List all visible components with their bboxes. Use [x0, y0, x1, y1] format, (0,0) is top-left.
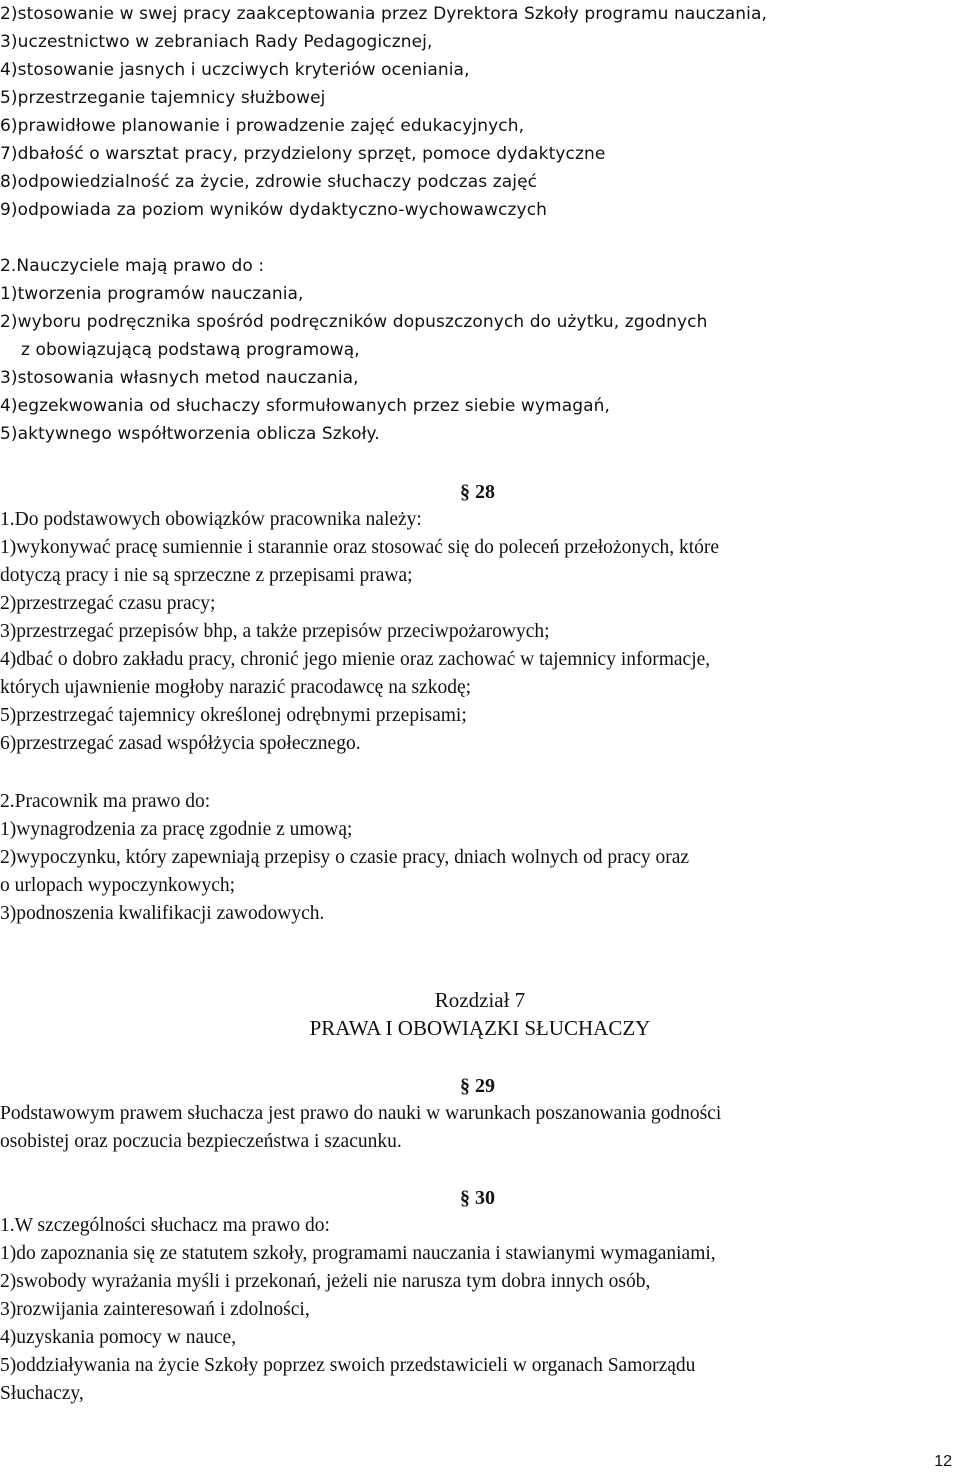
duty-line: 6)prawidłowe planowanie i prowadzenie zajęć edukacyjnych, — [0, 116, 525, 136]
section-30-label: § 30 — [460, 1187, 495, 1209]
student-right-item: 5)oddziaływania na życie Szkoły poprzez swoich przedstawicieli w organach Samorządu — [0, 1355, 696, 1376]
employee-duty-item: których ujawnienie mogłoby narazić pracodawcę na szkodę; — [0, 677, 472, 698]
employee-duty-item: 4)dbać o dobro zakładu pracy, chronić jego mienie oraz zachować w tajemnicy informacje, — [0, 649, 711, 670]
employee-duties-heading: 1.Do podstawowych obowiązków pracownika należy: — [0, 509, 422, 530]
employee-duty-item: 6)przestrzegać zasad współżycia społecznego. — [0, 733, 361, 754]
duty-line: 7)dbałość o warsztat pracy, przydzielony sprzęt, pomoce dydaktyczne — [0, 144, 606, 164]
student-right-item: 4)uzyskania pomocy w nauce, — [0, 1327, 237, 1348]
chapter-title: PRAWA I OBOWIĄZKI SŁUCHACZY — [309, 1016, 651, 1040]
employee-right-item: 2)wypoczynku, który zapewniają przepisy o czasie pracy, dniach wolnych od pracy oraz — [0, 847, 690, 868]
duty-line: 3)uczestnictwo w zebraniach Rady Pedagogicznej, — [0, 32, 433, 52]
employee-duty-item: 2)przestrzegać czasu pracy; — [0, 593, 216, 614]
teacher-right-item: 5)aktywnego współtworzenia oblicza Szkoły. — [0, 424, 380, 444]
section-28-label: § 28 — [460, 481, 495, 503]
teacher-right-item: 1)tworzenia programów nauczania, — [0, 284, 304, 304]
student-rights-heading: 1.W szczególności słuchacz ma prawo do: — [0, 1215, 330, 1236]
employee-duty-item: 1)wykonywać pracę sumiennie i starannie oraz stosować się do poleceń przełożonych, które — [0, 537, 720, 558]
employee-rights-heading: 2.Pracownik ma prawo do: — [0, 791, 211, 812]
teacher-right-item: 4)egzekwowania od słuchaczy sformułowanych przez siebie wymagań, — [0, 396, 611, 416]
student-right-item: 2)swobody wyrażania myśli i przekonań, jeżeli nie narusza tym dobra innych osób, — [0, 1271, 651, 1292]
teacher-rights-heading: 2.Nauczyciele mają prawo do : — [0, 256, 265, 276]
duty-line: 5)przestrzeganie tajemnicy służbowej — [0, 88, 326, 108]
student-right-item: Słuchaczy, — [0, 1383, 84, 1404]
teacher-right-item: 3)stosowania własnych metod nauczania, — [0, 368, 359, 388]
section-29-text: Podstawowym prawem słuchacza jest prawo do nauki w warunkach poszanowania godności — [0, 1103, 722, 1124]
chapter-number: Rozdział 7 — [434, 988, 526, 1012]
employee-right-item: 3)podnoszenia kwalifikacji zawodowych. — [0, 903, 325, 924]
employee-duty-item: 5)przestrzegać tajemnicy określonej odrębnymi przepisami; — [0, 705, 467, 726]
duty-line: 8)odpowiedzialność za życie, zdrowie słuchaczy podczas zajęć — [0, 172, 538, 192]
employee-right-item: 1)wynagrodzenia za pracę zgodnie z umową; — [0, 819, 353, 840]
employee-duty-item: 3)przestrzegać przepisów bhp, a także przepisów przeciwpożarowych; — [0, 621, 550, 642]
teacher-right-item-continuation: z obowiązującą podstawą programową, — [21, 340, 360, 360]
employee-right-item: o urlopach wypoczynkowych; — [0, 875, 236, 896]
duty-line: 4)stosowanie jasnych i uczciwych kryteriów oceniania, — [0, 60, 470, 80]
section-29-text: osobistej oraz poczucia bezpieczeństwa i szacunku. — [0, 1131, 402, 1152]
teacher-right-item: 2)wyboru podręcznika spośród podręczników dopuszczonych do użytku, zgodnych — [0, 312, 708, 332]
employee-duty-item: dotyczą pracy i nie są sprzeczne z przepisami prawa; — [0, 565, 413, 586]
duty-line: 9)odpowiada za poziom wyników dydaktyczno-wychowawczych — [0, 200, 548, 220]
student-right-item: 3)rozwijania zainteresowań i zdolności, — [0, 1299, 310, 1320]
section-29-label: § 29 — [460, 1075, 495, 1097]
page-number: 12 — [934, 1453, 952, 1470]
student-right-item: 1)do zapoznania się ze statutem szkoły, programami nauczania i stawianymi wymaganiami, — [0, 1243, 716, 1264]
duty-line: 2)stosowanie w swej pracy zaakceptowania przez Dyrektora Szkoły programu nauczania, — [0, 4, 767, 24]
